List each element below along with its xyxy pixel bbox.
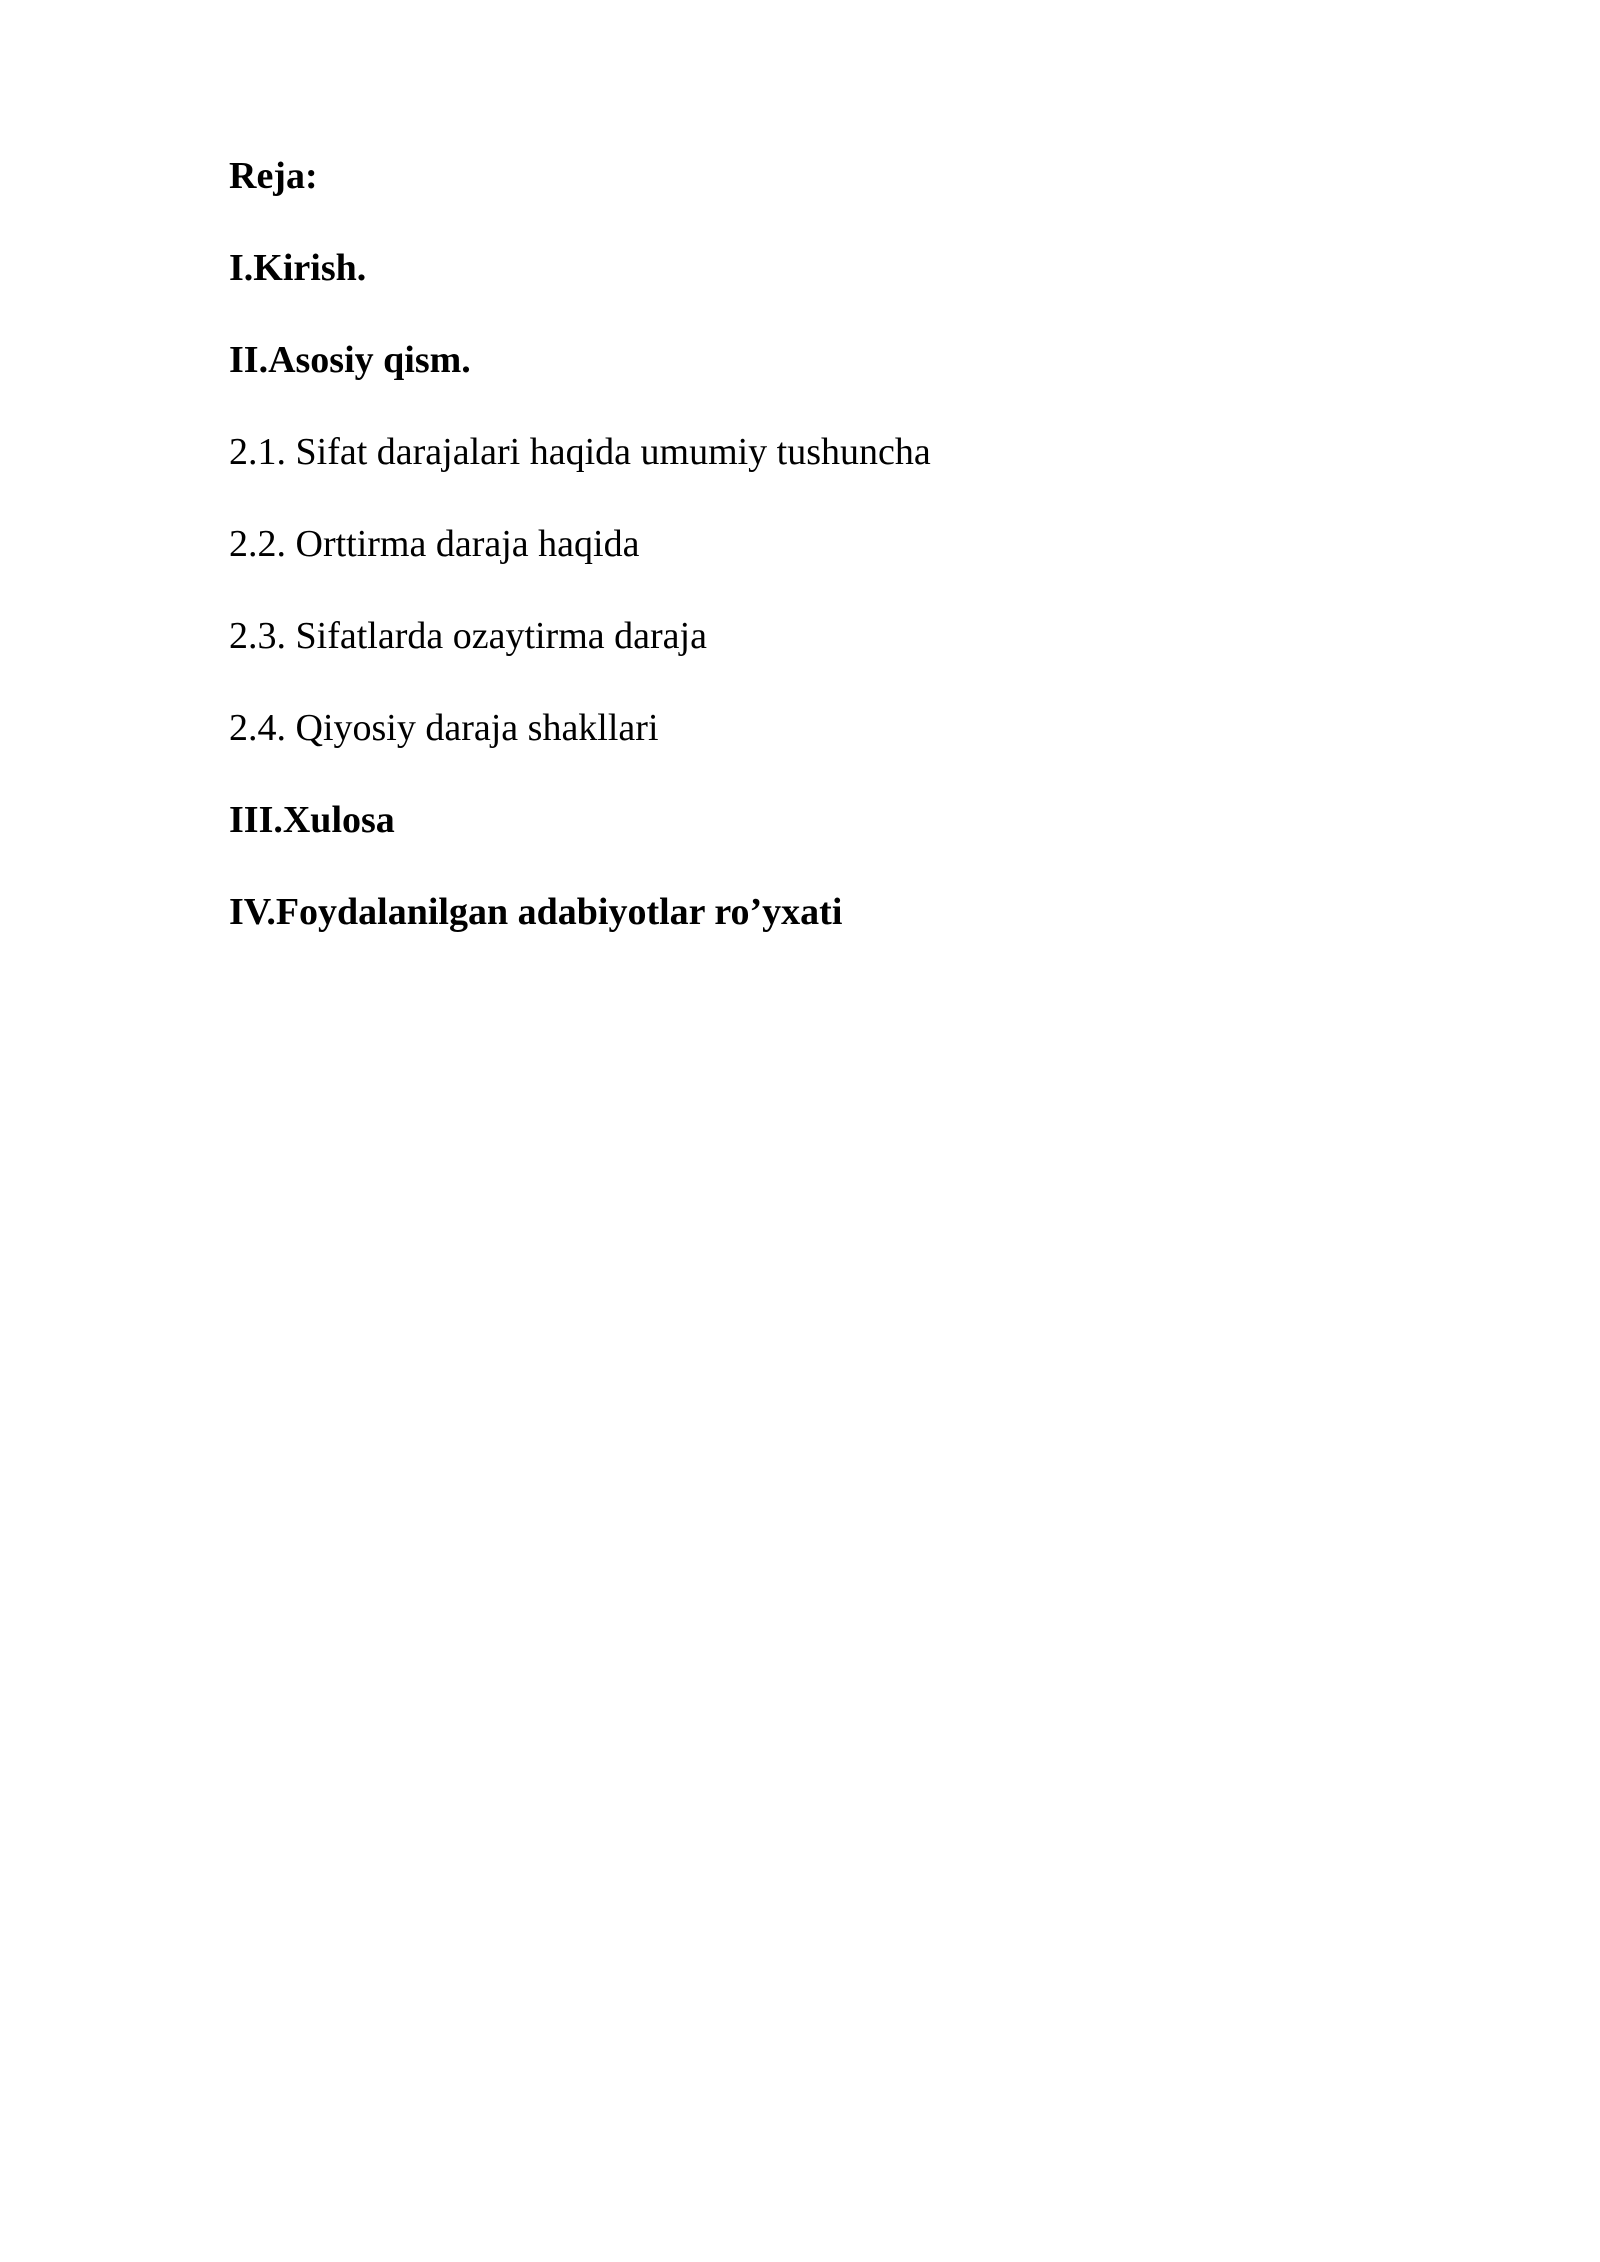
section-main-part: II.Asosiy qism. (229, 339, 471, 381)
plan-outline (229, 148, 1379, 976)
subsection-2-4: 2.4. Qiyosiy daraja shakllari (229, 707, 659, 749)
subsection-2-1: 2.1. Sifat darajalari haqida umumiy tushuncha (229, 431, 931, 473)
section-introduction: I.Kirish. (229, 247, 367, 289)
plan-title: Reja: (229, 155, 318, 197)
subsection-2-3: 2.3. Sifatlarda ozaytirma daraja (229, 615, 707, 657)
subsection-2-2: 2.2. Orttirma daraja haqida (229, 523, 640, 565)
section-references: IV.Foydalanilgan adabiyotlar ro’yxati (229, 891, 843, 933)
section-conclusion: III.Xulosa (229, 799, 395, 841)
